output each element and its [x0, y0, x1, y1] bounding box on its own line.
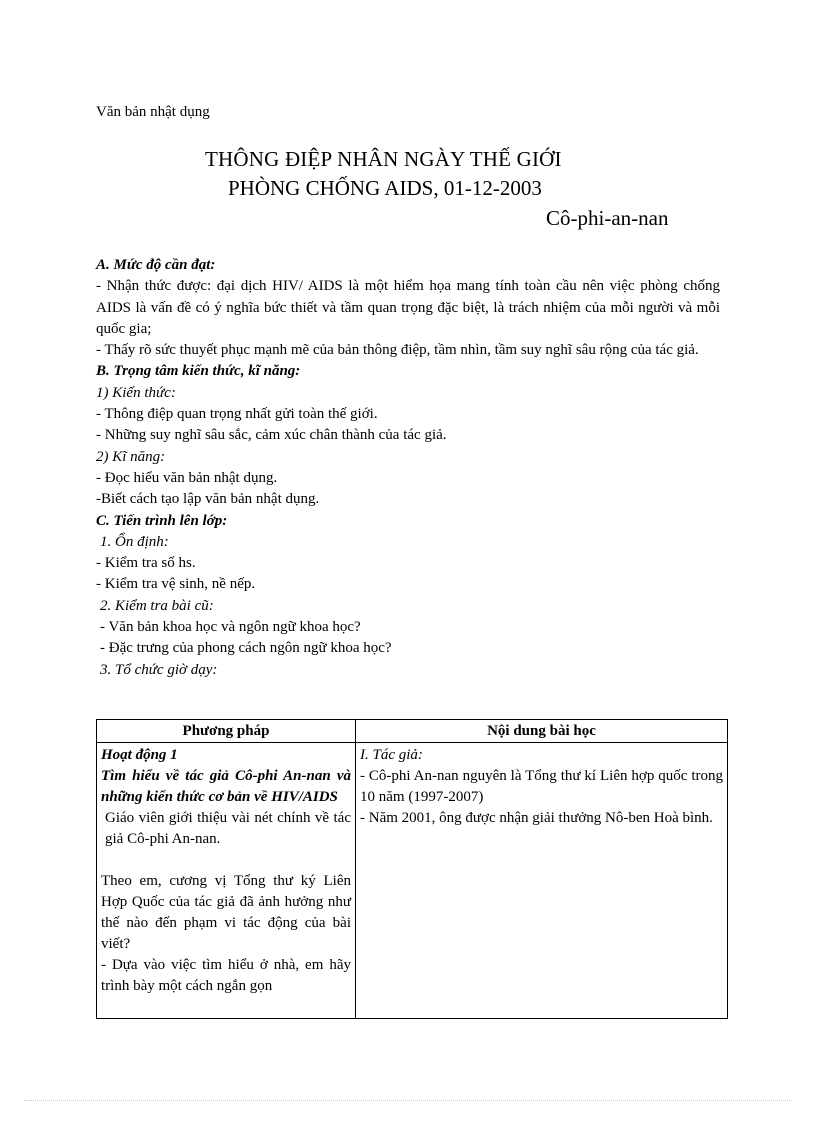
table-row [97, 743, 728, 1019]
content-item: - Năm 2001, ông được nhận giải thưởng Nô-ben Hoà bình. [360, 810, 713, 826]
activity-prompt: - Dựa vào việc tìm hiểu ở nhà, em hãy trình bày một cách ngắn gọn [101, 957, 351, 994]
author-name: Cô-phi-an-nan [546, 206, 669, 230]
content-heading: I. Tác giả: [360, 747, 423, 763]
section-c-item: - Kiểm tra vệ sinh, nề nếp. [96, 576, 256, 593]
content-item: - Cô-phi An-nan nguyên là Tổng thư kí Liên hợp quốc trong 10 năm (1997-2007) [360, 768, 723, 805]
section-b-item: -Biết cách tạo lập văn bản nhật dụng. [96, 491, 320, 508]
spacer [101, 850, 351, 871]
content-cell [356, 743, 728, 1019]
table-header-row [97, 720, 728, 743]
activity-title: Hoạt động 1 [101, 747, 178, 763]
section-c-heading: C. Tiến trình lên lớp: [96, 512, 228, 529]
column-header-content: Nội dung bài học [356, 720, 728, 743]
section-c-item: - Văn bản khoa học và ngôn ngữ khoa học? [100, 619, 361, 636]
section-b-sub-knowledge: 1) Kiến thức: [96, 384, 176, 401]
method-cell [97, 743, 356, 1019]
section-c-step-1: 1. Ổn định: [100, 533, 169, 550]
section-c-step-3: 3. Tổ chức giờ dạy: [100, 661, 218, 678]
section-b-sub-skills: 2) Kĩ năng: [96, 448, 166, 465]
section-b-item: - Những suy nghĩ sâu sắc, cảm xúc chân thành của tác giả. [96, 427, 447, 444]
page-footer-divider [24, 1100, 792, 1101]
title-line-1: THÔNG ĐIỆP NHÂN NGÀY THẾ GIỚI [205, 147, 562, 171]
lesson-table [96, 719, 728, 1019]
section-a-heading: A. Mức độ cần đạt: [96, 257, 216, 273]
activity-question: Theo em, cương vị Tổng thư ký Liên Hợp Quốc của tác giả đã ảnh hưởng như thế nào đến phạm vi tác động của bài viết? [101, 873, 351, 952]
section-c-item: - Kiểm tra số hs. [96, 555, 196, 572]
activity-intro: Giáo viên giới thiệu vài nét chính về tác giả Cô-phi An-nan. [105, 810, 351, 847]
section-c-item: - Đặc trưng của phong cách ngôn ngữ khoa học? [100, 640, 392, 657]
title-line-2: PHÒNG CHỐNG AIDS, 01-12-2003 [228, 176, 542, 200]
section-b-item: - Đọc hiểu văn bản nhật dụng. [96, 469, 278, 486]
section-b-heading: B. Trọng tâm kiến thức, kĩ năng: [96, 363, 301, 380]
section-a-item: - Nhận thức được: đại dịch HIV/ AIDS là một hiểm họa mang tính toàn cầu nên việc phòng chống AIDS là vấn đề có ý nghĩa bức thiết và tầm quan trọng đặc biệt, là trách nhiệm của mỗi người và mỗi quốc gia; [96, 278, 720, 337]
activity-subtitle: Tìm hiểu về tác giả Cô-phi An-nan và những kiến thức cơ bản về HIV/AIDS [101, 768, 351, 805]
section-b-item: - Thông điệp quan trọng nhất gửi toàn thế giới. [96, 406, 378, 423]
section-a-item: - Thấy rõ sức thuyết phục mạnh mẽ của bản thông điệp, tầm nhìn, tầm suy nghĩ sâu rộng của tác giả. [96, 342, 699, 359]
column-header-method: Phương pháp [97, 720, 356, 743]
section-c-step-2: 2. Kiểm tra bài cũ: [100, 597, 214, 614]
lesson-body [96, 255, 720, 681]
document-category: Văn bản nhật dụng [96, 104, 210, 120]
